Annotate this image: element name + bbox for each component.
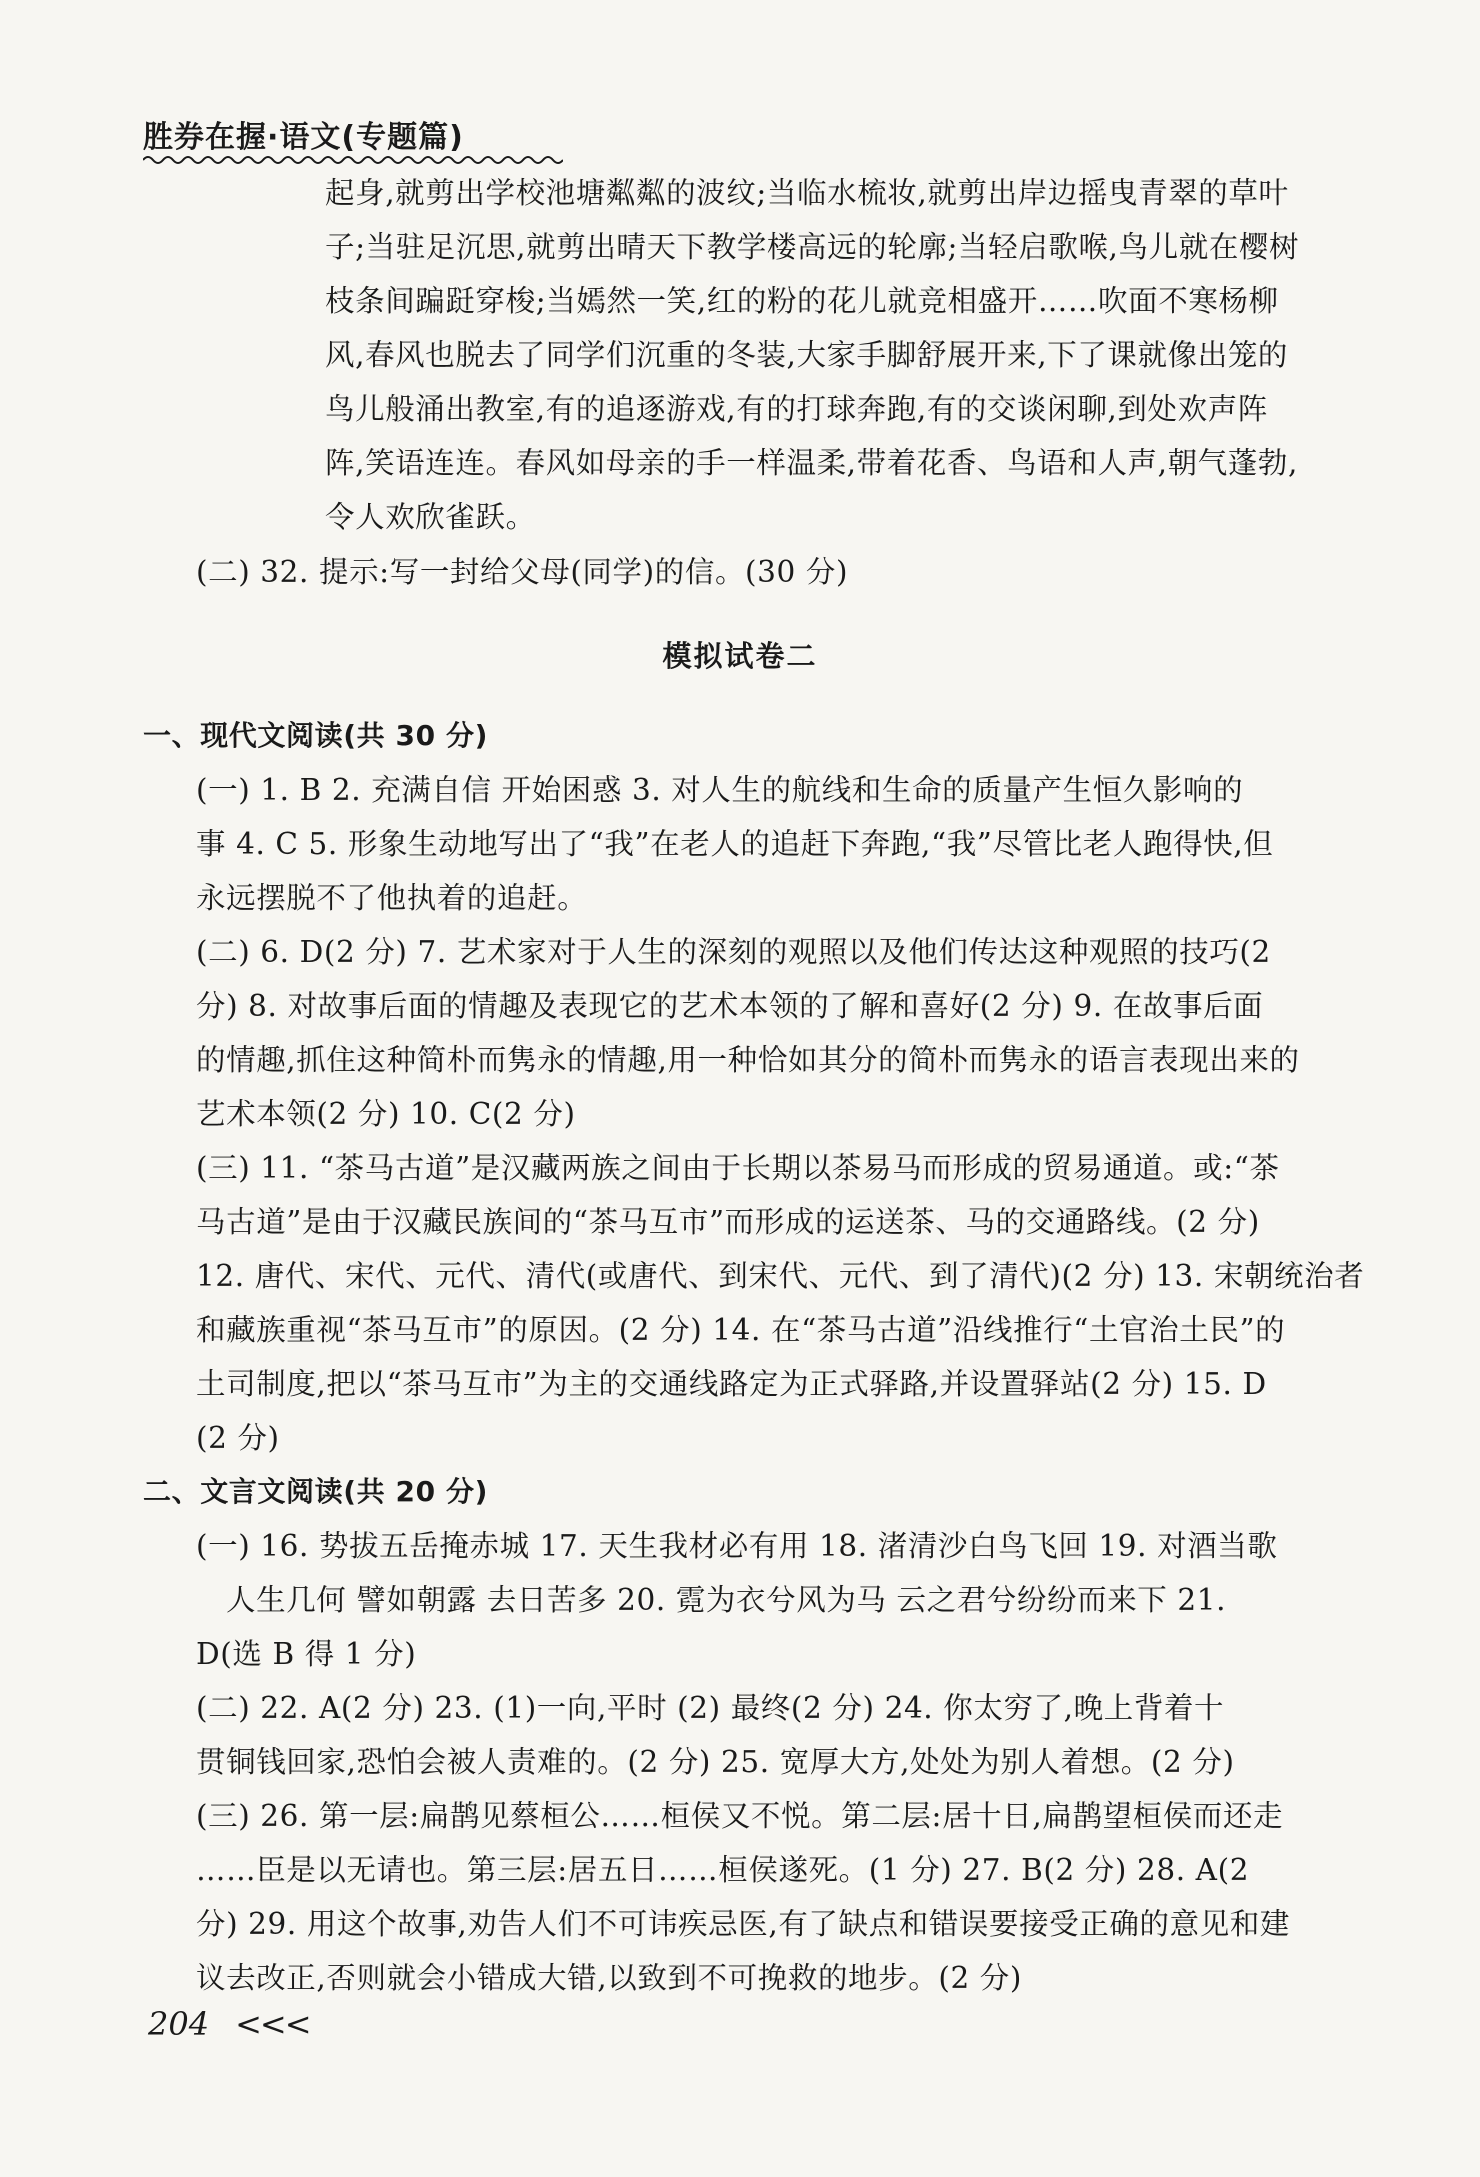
text-line: 起身,就剪出学校池塘粼粼的波纹;当临水梳妆,就剪出岸边摇曳青翠的草叶: [325, 176, 1289, 210]
text-line: 土司制度,把以“茶马互市”为主的交通线路定为正式驿路,并设置驿站(2 分) 15. D: [196, 1367, 1267, 1401]
running-header: [143, 112, 563, 166]
text-line: (一) 16. 势拔五岳掩赤城 17. 天生我材必有用 18. 渚清沙白鸟飞回 19. 对酒当歌: [196, 1529, 1278, 1563]
text-line: 议去改正,否则就会小错成大错,以致到不可挽救的地步。(2 分): [196, 1961, 1023, 1995]
part-heading: 二、文言文阅读(共 20 分): [143, 1475, 489, 1508]
text-line: 贯铜钱回家,恐怕会被人责难的。(2 分) 25. 宽厚大方,处处为别人着想。(2 分): [196, 1745, 1235, 1779]
text-line: 和藏族重视“茶马互市”的原因。(2 分) 14. 在“茶马古道”沿线推行“土官治土民”的: [196, 1313, 1286, 1347]
text-line: ……臣是以无请也。第三层:居五日……桓侯遂死。(1 分) 27. B(2 分) 28. A(2: [196, 1853, 1250, 1887]
text-line: 鸟儿般涌出教室,有的追逐游戏,有的打球奔跑,有的交谈闲聊,到处欢声阵: [325, 392, 1268, 426]
text-line: 阵,笑语连连。春风如母亲的手一样温柔,带着花香、鸟语和人声,朝气蓬勃,: [325, 446, 1299, 480]
text-line: (二) 6. D(2 分) 7. 艺术家对于人生的深刻的观照以及他们传达这种观照的技巧(2: [196, 935, 1271, 969]
text-line: (二) 32. 提示:写一封给父母(同学)的信。(30 分): [196, 555, 849, 589]
section-title: 模拟试卷二: [662, 639, 818, 673]
text-line: D(选 B 得 1 分): [196, 1637, 417, 1671]
page-marker: <<<: [235, 2005, 310, 2043]
text-line: 马古道”是由于汉藏民族间的“茶马互市”而形成的运送茶、马的交通路线。(2 分): [196, 1205, 1260, 1239]
text-line: 枝条间蹁跹穿梭;当嫣然一笑,红的粉的花儿就竞相盛开……吹面不寒杨柳: [325, 284, 1279, 318]
text-line: 子;当驻足沉思,就剪出晴天下教学楼高远的轮廓;当轻启歌喉,鸟儿就在樱树: [325, 230, 1300, 264]
text-line: (二) 22. A(2 分) 23. (1)一向,平时 (2) 最终(2 分) 24. 你太穷了,晚上背着十: [196, 1691, 1225, 1725]
text-line: (三) 11. “茶马古道”是汉藏两族之间由于长期以茶易马而形成的贸易通道。或:“茶: [196, 1151, 1280, 1185]
text-line: 分) 8. 对故事后面的情趣及表现它的艺术本领的了解和喜好(2 分) 9. 在故事后面: [196, 989, 1264, 1023]
page-footer: [148, 2005, 310, 2043]
text-line: 永远摆脱不了他执着的追赶。: [196, 881, 588, 915]
text-line: (三) 26. 第一层:扁鹊见蔡桓公……桓侯又不悦。第二层:居十日,扁鹊望桓侯而还走: [196, 1799, 1284, 1833]
text-line: 风,春风也脱去了同学们沉重的冬装,大家手脚舒展开来,下了课就像出笼的: [325, 338, 1289, 372]
header-title: 胜券在握·语文(专题篇): [143, 120, 464, 155]
text-line: 12. 唐代、宋代、元代、清代(或唐代、到宋代、元代、到了清代)(2 分) 13. 宋朝统治者: [196, 1259, 1365, 1293]
text-line: 的情趣,抓住这种简朴而隽永的情趣,用一种恰如其分的简朴而隽永的语言表现出来的: [196, 1043, 1300, 1077]
text-line: 人生几何 譬如朝露 去日苦多 20. 霓为衣兮风为马 云之君兮纷纷而来下 21.: [226, 1583, 1227, 1617]
text-line: 事 4. C 5. 形象生动地写出了“我”在老人的追赶下奔跑,“我”尽管比老人跑得快,但: [196, 827, 1274, 861]
text-line: 艺术本领(2 分) 10. C(2 分): [196, 1097, 576, 1131]
text-line: (一) 1. B 2. 充满自信 开始困惑 3. 对人生的航线和生命的质量产生恒久影响的: [196, 773, 1244, 807]
text-line: 分) 29. 用这个故事,劝告人们不可讳疾忌医,有了缺点和错误要接受正确的意见和建: [196, 1907, 1291, 1941]
text-line: 令人欢欣雀跃。: [325, 500, 536, 534]
part-heading: 一、现代文阅读(共 30 分): [143, 719, 489, 752]
page-number: 204: [148, 2005, 210, 2043]
text-line: (2 分): [196, 1421, 280, 1455]
